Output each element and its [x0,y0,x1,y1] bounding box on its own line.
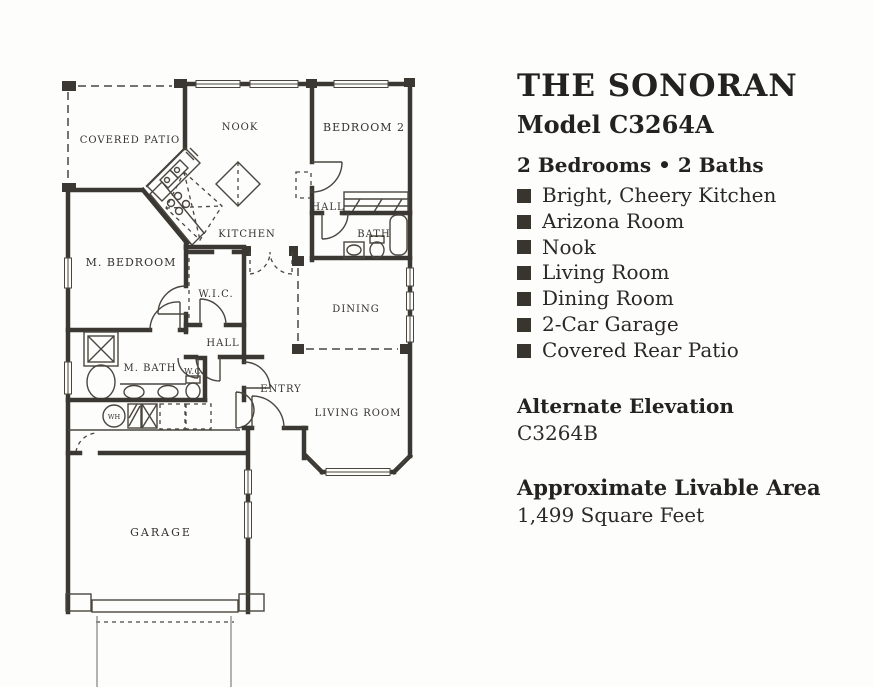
kitchen-pantry [216,162,260,206]
window-icon [245,502,252,538]
toilet-icon [186,376,200,399]
tub-icon [87,365,115,399]
front-door [252,396,284,428]
wic-walls [186,247,244,325]
sink-icon [124,386,144,399]
bullet-square-icon [517,266,531,280]
feature-text: Covered Rear Patio [542,337,739,362]
feature-item [517,235,867,261]
feature-item [517,209,867,235]
alternate-elevation-heading: Alternate Elevation [517,393,734,418]
feature-list [517,183,867,364]
dryer-icon [186,404,211,429]
exterior-right-wall [407,84,414,456]
room-label-m-bedroom: M. BEDROOM [85,256,177,269]
plan-title: THE SONORAN [517,68,798,104]
room-label-garage: GARAGE [130,526,192,539]
sink-icon [344,242,364,258]
room-label-bedroom2: BEDROOM 2 [322,121,406,134]
garage-walls [66,428,264,687]
feature-text: Arizona Room [542,208,685,233]
washer-icon [160,404,185,429]
sink-icon [158,386,178,399]
plan-model: Model C3264A [517,110,714,139]
bullet-square-icon [517,215,531,229]
room-label-kitchen: KITCHEN [218,229,276,240]
window-icon [250,81,298,88]
window-icon [407,292,414,310]
exterior-left-wall [65,190,72,453]
bullet-square-icon [517,318,531,332]
bullet-square-icon [517,292,531,306]
feature-text: Bright, Cheery Kitchen [542,183,777,207]
utility-strip [68,404,240,452]
garage-door-icon [66,594,264,622]
room-label-wc: W.C. [184,367,204,376]
room-label-hall-upper: HALL [311,202,345,213]
window-icon [65,362,72,394]
feature-text: Living Room [542,260,670,285]
room-label-wic: W.I.C. [198,289,234,300]
driveway-lines [97,616,231,687]
window-icon [334,81,388,88]
feature-item [517,338,867,364]
livable-area-value: 1,499 Square Feet [517,502,705,527]
french-doors [242,246,298,274]
window-icon [196,81,240,88]
window-icon [65,258,72,288]
window-icon [407,316,414,342]
pantry-closet [296,172,311,198]
exterior-top-wall [183,78,415,88]
water-heater-label: WH [107,413,121,421]
room-label-m-bath: M. BATH [123,363,177,374]
bed-bath-summary: 2 Bedrooms • 2 Baths [517,153,764,177]
room-label-nook: NOOK [221,122,259,133]
room-label-hall-lower: HALL [206,338,240,349]
alternate-elevation-model: C3264B [517,420,598,445]
room-label-dining: DINING [332,304,380,315]
shower-icon [84,332,118,366]
room-label-entry: ENTRY [260,384,302,395]
bullet-square-icon [517,240,531,254]
feature-item [517,260,867,286]
bathtub-icon [390,215,407,255]
feature-text: Nook [542,234,596,259]
info-panel [517,68,867,527]
window-icon [407,268,414,286]
feature-item [517,286,867,312]
living-room-walls [304,428,410,476]
feature-text: 2-Car Garage [542,311,679,336]
feature-text: Dining Room [542,286,674,311]
livable-area-heading: Approximate Livable Area [517,474,821,500]
bullet-square-icon [517,344,531,358]
room-label-covered-patio: COVERED PATIO [79,135,181,146]
window-icon [245,470,252,494]
feature-item [517,312,867,338]
feature-item [517,183,867,209]
bullet-square-icon [517,189,531,203]
room-label-living-room: LIVING ROOM [314,408,402,419]
room-label-bath: BATH [357,229,391,240]
